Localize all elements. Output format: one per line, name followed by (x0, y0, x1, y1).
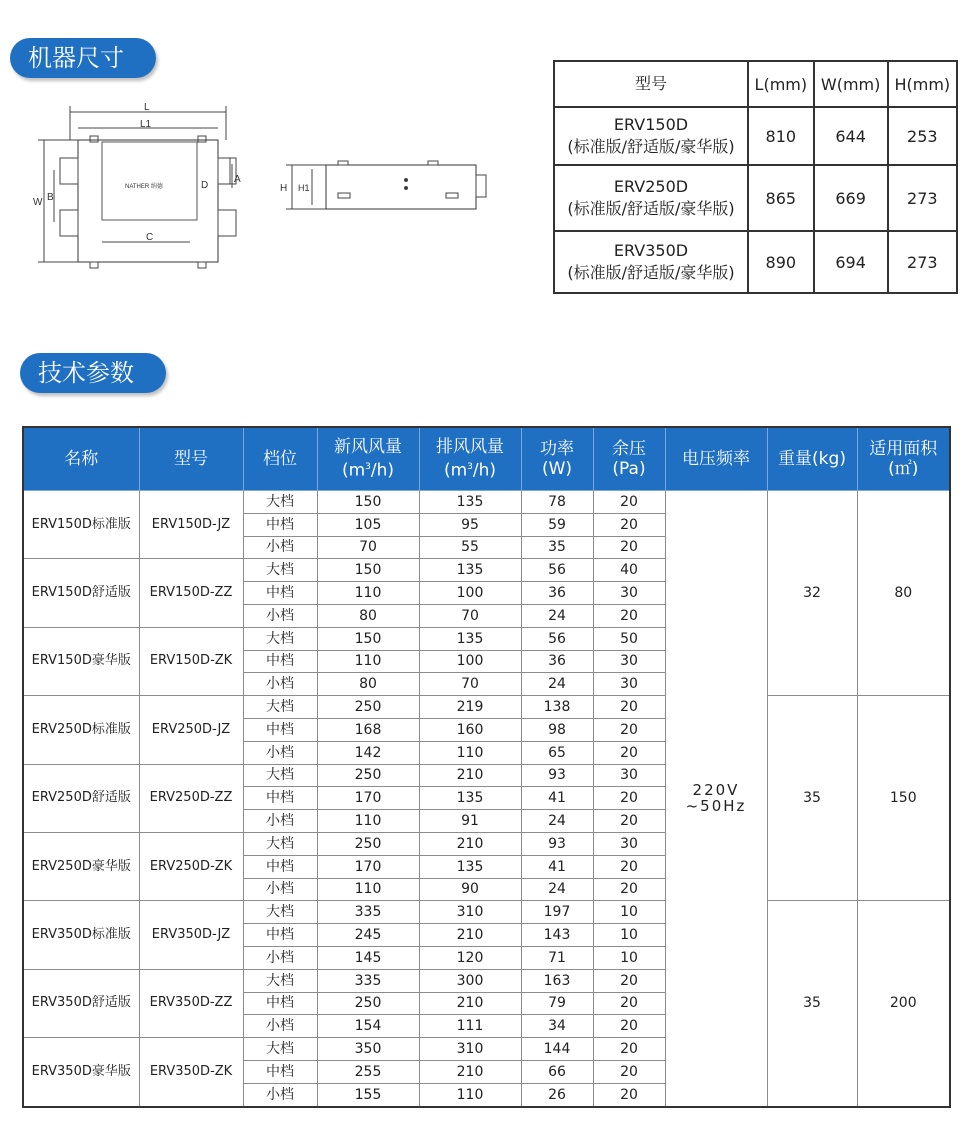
exhaust-air-cell: 95 (419, 513, 521, 536)
exhaust-air-cell: 110 (419, 1083, 521, 1106)
power-cell: 34 (521, 1015, 593, 1038)
fresh-air-cell: 110 (317, 878, 419, 901)
pressure-cell: 30 (593, 832, 665, 855)
fresh-air-cell: 335 (317, 969, 419, 992)
power-cell: 143 (521, 924, 593, 947)
power-cell: 26 (521, 1083, 593, 1106)
th-exhaust-label: 排风风量 (436, 437, 504, 458)
dim-L: 890 (748, 231, 814, 293)
exhaust-air-cell: 55 (419, 536, 521, 559)
dim-W: 694 (814, 231, 888, 293)
gear-cell: 大档 (243, 627, 317, 650)
th-exhaust-unit-b: /h) (472, 460, 497, 481)
pressure-cell: 20 (593, 855, 665, 878)
gear-cell: 小档 (243, 1015, 317, 1038)
product-model: ERV150D-JZ (139, 491, 243, 559)
pressure-cell: 20 (593, 741, 665, 764)
params-section-title: 技术参数 (20, 353, 166, 393)
table-row (23, 901, 950, 924)
power-cell: 66 (521, 1060, 593, 1083)
dim-header-W: W(mm) (814, 61, 888, 107)
pressure-cell: 20 (593, 810, 665, 833)
product-name: ERV150D豪华版 (23, 627, 139, 695)
power-cell: 56 (521, 627, 593, 650)
fresh-air-cell: 110 (317, 582, 419, 605)
pressure-cell: 30 (593, 673, 665, 696)
power-cell: 24 (521, 878, 593, 901)
dimensions-section-title: 机器尺寸 (10, 38, 156, 78)
dimension-table (553, 60, 958, 294)
label-B: B (47, 192, 54, 203)
fresh-air-cell: 145 (317, 946, 419, 969)
exhaust-air-cell: 70 (419, 604, 521, 627)
dim-edition: (标准版/舒适版/豪华版) (567, 137, 735, 156)
th-area-label: 适用面积 (869, 439, 938, 459)
power-cell: 41 (521, 787, 593, 810)
power-cell: 98 (521, 718, 593, 741)
exhaust-air-cell: 135 (419, 627, 521, 650)
th-model: 型号 (139, 427, 243, 491)
power-cell: 24 (521, 810, 593, 833)
fresh-air-cell: 105 (317, 513, 419, 536)
gear-cell: 大档 (243, 969, 317, 992)
th-gear: 档位 (243, 427, 317, 491)
area-cell: 200 (857, 901, 950, 1107)
fresh-air-cell: 110 (317, 650, 419, 673)
power-cell: 144 (521, 1038, 593, 1061)
pressure-cell: 40 (593, 559, 665, 582)
exhaust-air-cell: 160 (419, 718, 521, 741)
label-C: C (146, 232, 154, 243)
gear-cell: 大档 (243, 559, 317, 582)
power-cell: 79 (521, 992, 593, 1015)
th-fresh-unit-sup: 3 (365, 462, 371, 473)
dim-header-L: L(mm) (748, 61, 814, 107)
th-area (857, 427, 950, 491)
gear-cell: 小档 (243, 878, 317, 901)
th-power-label: 功率 (540, 439, 574, 459)
power-cell: 24 (521, 604, 593, 627)
weight-cell: 35 (767, 901, 857, 1107)
table-row (23, 696, 950, 719)
side-view-diagram (278, 155, 493, 220)
product-name: ERV350D舒适版 (23, 969, 139, 1037)
fresh-air-cell: 80 (317, 604, 419, 627)
th-fresh-unit-a: (m (341, 460, 366, 481)
th-power (521, 427, 593, 491)
pressure-cell: 10 (593, 924, 665, 947)
power-cell: 36 (521, 582, 593, 605)
product-name: ERV250D豪华版 (23, 832, 139, 900)
pressure-cell: 20 (593, 787, 665, 810)
dim-row (554, 107, 957, 165)
gear-cell: 大档 (243, 696, 317, 719)
pressure-cell: 10 (593, 946, 665, 969)
product-model: ERV150D-ZK (139, 627, 243, 695)
label-A: A (234, 174, 241, 185)
table-row (23, 491, 950, 514)
exhaust-air-cell: 210 (419, 992, 521, 1015)
th-name: 名称 (23, 427, 139, 491)
fresh-air-cell: 255 (317, 1060, 419, 1083)
gear-cell: 中档 (243, 513, 317, 536)
fresh-air-cell: 142 (317, 741, 419, 764)
power-cell: 78 (521, 491, 593, 514)
label-H: H (280, 183, 288, 194)
power-cell: 93 (521, 764, 593, 787)
gear-cell: 大档 (243, 1038, 317, 1061)
dim-model: ERV250D (613, 177, 689, 196)
exhaust-air-cell: 90 (419, 878, 521, 901)
fresh-air-cell: 250 (317, 696, 419, 719)
power-cell: 163 (521, 969, 593, 992)
fresh-air-cell: 155 (317, 1083, 419, 1106)
product-model: ERV250D-JZ (139, 696, 243, 764)
power-cell: 71 (521, 946, 593, 969)
product-model: ERV250D-ZZ (139, 764, 243, 832)
dim-header-H: H(mm) (888, 61, 957, 107)
dim-model-cell (554, 107, 748, 165)
exhaust-air-cell: 219 (419, 696, 521, 719)
label-H1: H1 (298, 183, 310, 193)
pressure-cell: 20 (593, 992, 665, 1015)
dim-model: ERV350D (613, 241, 689, 260)
fresh-air-cell: 80 (317, 673, 419, 696)
fresh-air-cell: 110 (317, 810, 419, 833)
exhaust-air-cell: 70 (419, 673, 521, 696)
power-cell: 35 (521, 536, 593, 559)
product-model: ERV350D-ZK (139, 1038, 243, 1107)
brand-label: NATHER 纳德 (125, 184, 163, 190)
gear-cell: 大档 (243, 901, 317, 924)
fresh-air-cell: 335 (317, 901, 419, 924)
gear-cell: 小档 (243, 1083, 317, 1106)
pressure-cell: 20 (593, 1083, 665, 1106)
product-name: ERV150D标准版 (23, 491, 139, 559)
gear-cell: 大档 (243, 764, 317, 787)
label-W: W (33, 197, 43, 208)
dim-W: 644 (814, 107, 888, 165)
gear-cell: 中档 (243, 718, 317, 741)
exhaust-air-cell: 210 (419, 764, 521, 787)
tech-header-row (23, 427, 950, 491)
exhaust-air-cell: 310 (419, 901, 521, 924)
label-L: L (144, 102, 150, 113)
pressure-cell: 50 (593, 627, 665, 650)
pressure-cell: 20 (593, 1038, 665, 1061)
th-area-unit: (㎡) (888, 459, 919, 479)
exhaust-air-cell: 310 (419, 1038, 521, 1061)
dim-edition: (标准版/舒适版/豪华版) (567, 199, 735, 218)
power-cell: 93 (521, 832, 593, 855)
dim-header-model: 型号 (554, 61, 748, 107)
power-cell: 41 (521, 855, 593, 878)
exhaust-air-cell: 135 (419, 491, 521, 514)
gear-cell: 小档 (243, 946, 317, 969)
dim-H: 273 (888, 165, 957, 231)
dim-L: 810 (748, 107, 814, 165)
gear-cell: 小档 (243, 536, 317, 559)
product-name: ERV250D舒适版 (23, 764, 139, 832)
exhaust-air-cell: 135 (419, 855, 521, 878)
dimension-a-marker (222, 158, 252, 198)
voltage-cell (665, 491, 767, 1107)
fresh-air-cell: 245 (317, 924, 419, 947)
fresh-air-cell: 150 (317, 627, 419, 650)
product-name: ERV350D标准版 (23, 901, 139, 969)
frequency-value: ~50Hz (685, 797, 747, 816)
gear-cell: 小档 (243, 741, 317, 764)
th-exhaust-unit (421, 457, 520, 481)
dim-row (554, 231, 957, 293)
product-name: ERV150D舒适版 (23, 559, 139, 627)
power-cell: 56 (521, 559, 593, 582)
gear-cell: 中档 (243, 992, 317, 1015)
th-fresh-label: 新风风量 (334, 437, 402, 458)
exhaust-air-cell: 100 (419, 650, 521, 673)
power-cell: 138 (521, 696, 593, 719)
product-model: ERV150D-ZZ (139, 559, 243, 627)
pressure-cell: 20 (593, 969, 665, 992)
dim-W: 669 (814, 165, 888, 231)
top-view-diagram (30, 100, 250, 280)
power-cell: 36 (521, 650, 593, 673)
pressure-cell: 30 (593, 582, 665, 605)
fresh-air-cell: 150 (317, 491, 419, 514)
gear-cell: 小档 (243, 604, 317, 627)
dim-H: 253 (888, 107, 957, 165)
pressure-cell: 20 (593, 1015, 665, 1038)
label-L1: L1 (140, 119, 152, 130)
gear-cell: 小档 (243, 673, 317, 696)
area-cell: 80 (857, 491, 950, 696)
fresh-air-cell: 250 (317, 832, 419, 855)
fresh-air-cell: 168 (317, 718, 419, 741)
fresh-air-cell: 170 (317, 855, 419, 878)
power-cell: 65 (521, 741, 593, 764)
th-power-unit: (W) (541, 459, 573, 479)
dim-model-cell (554, 165, 748, 231)
product-model: ERV250D-ZK (139, 832, 243, 900)
exhaust-air-cell: 100 (419, 582, 521, 605)
gear-cell: 大档 (243, 832, 317, 855)
th-exhaust-unit-sup: 3 (467, 462, 473, 473)
fresh-air-cell: 154 (317, 1015, 419, 1038)
dim-edition: (标准版/舒适版/豪华版) (567, 263, 735, 282)
th-fresh-unit-b: /h) (370, 460, 395, 481)
exhaust-air-cell: 210 (419, 832, 521, 855)
th-fresh-unit (319, 457, 418, 481)
th-exhaust (419, 427, 521, 491)
area-cell: 150 (857, 696, 950, 901)
exhaust-air-cell: 91 (419, 810, 521, 833)
fresh-air-cell: 150 (317, 559, 419, 582)
exhaust-air-cell: 210 (419, 1060, 521, 1083)
pressure-cell: 20 (593, 696, 665, 719)
pressure-cell: 20 (593, 878, 665, 901)
dim-header-row (554, 61, 957, 107)
exhaust-air-cell: 111 (419, 1015, 521, 1038)
pressure-cell: 20 (593, 491, 665, 514)
fresh-air-cell: 170 (317, 787, 419, 810)
weight-cell: 35 (767, 696, 857, 901)
exhaust-air-cell: 110 (419, 741, 521, 764)
product-model: ERV350D-JZ (139, 901, 243, 969)
power-cell: 59 (521, 513, 593, 536)
dim-row (554, 165, 957, 231)
th-weight: 重量(kg) (767, 427, 857, 491)
th-pressure (593, 427, 665, 491)
gear-cell: 中档 (243, 1060, 317, 1083)
gear-cell: 中档 (243, 650, 317, 673)
product-model: ERV350D-ZZ (139, 969, 243, 1037)
th-voltage: 电压频率 (665, 427, 767, 491)
exhaust-air-cell: 300 (419, 969, 521, 992)
pressure-cell: 10 (593, 901, 665, 924)
gear-cell: 中档 (243, 855, 317, 878)
th-fresh (317, 427, 419, 491)
voltage-value: 220V (692, 781, 740, 800)
th-pressure-unit: (Pa) (612, 459, 646, 479)
exhaust-air-cell: 135 (419, 559, 521, 582)
gear-cell: 大档 (243, 491, 317, 514)
pressure-cell: 20 (593, 1060, 665, 1083)
exhaust-air-cell: 210 (419, 924, 521, 947)
exhaust-air-cell: 120 (419, 946, 521, 969)
fresh-air-cell: 250 (317, 764, 419, 787)
product-name: ERV350D豪华版 (23, 1038, 139, 1107)
pressure-cell: 20 (593, 536, 665, 559)
weight-cell: 32 (767, 491, 857, 696)
fresh-air-cell: 70 (317, 536, 419, 559)
dim-L: 865 (748, 165, 814, 231)
dim-H: 273 (888, 231, 957, 293)
pressure-cell: 20 (593, 513, 665, 536)
th-exhaust-unit-a: (m (443, 460, 468, 481)
gear-cell: 中档 (243, 924, 317, 947)
product-name: ERV250D标准版 (23, 696, 139, 764)
dim-model: ERV150D (613, 115, 689, 134)
power-cell: 197 (521, 901, 593, 924)
pressure-cell: 20 (593, 604, 665, 627)
power-cell: 24 (521, 673, 593, 696)
gear-cell: 小档 (243, 810, 317, 833)
pressure-cell: 20 (593, 718, 665, 741)
exhaust-air-cell: 135 (419, 787, 521, 810)
dim-model-cell (554, 231, 748, 293)
pressure-cell: 30 (593, 650, 665, 673)
gear-cell: 中档 (243, 787, 317, 810)
gear-cell: 中档 (243, 582, 317, 605)
pressure-cell: 30 (593, 764, 665, 787)
th-pressure-label: 余压 (612, 439, 646, 459)
tech-table-body (23, 491, 950, 1107)
fresh-air-cell: 250 (317, 992, 419, 1015)
label-D: D (201, 180, 209, 191)
fresh-air-cell: 350 (317, 1038, 419, 1061)
tech-params-table (22, 426, 951, 1108)
